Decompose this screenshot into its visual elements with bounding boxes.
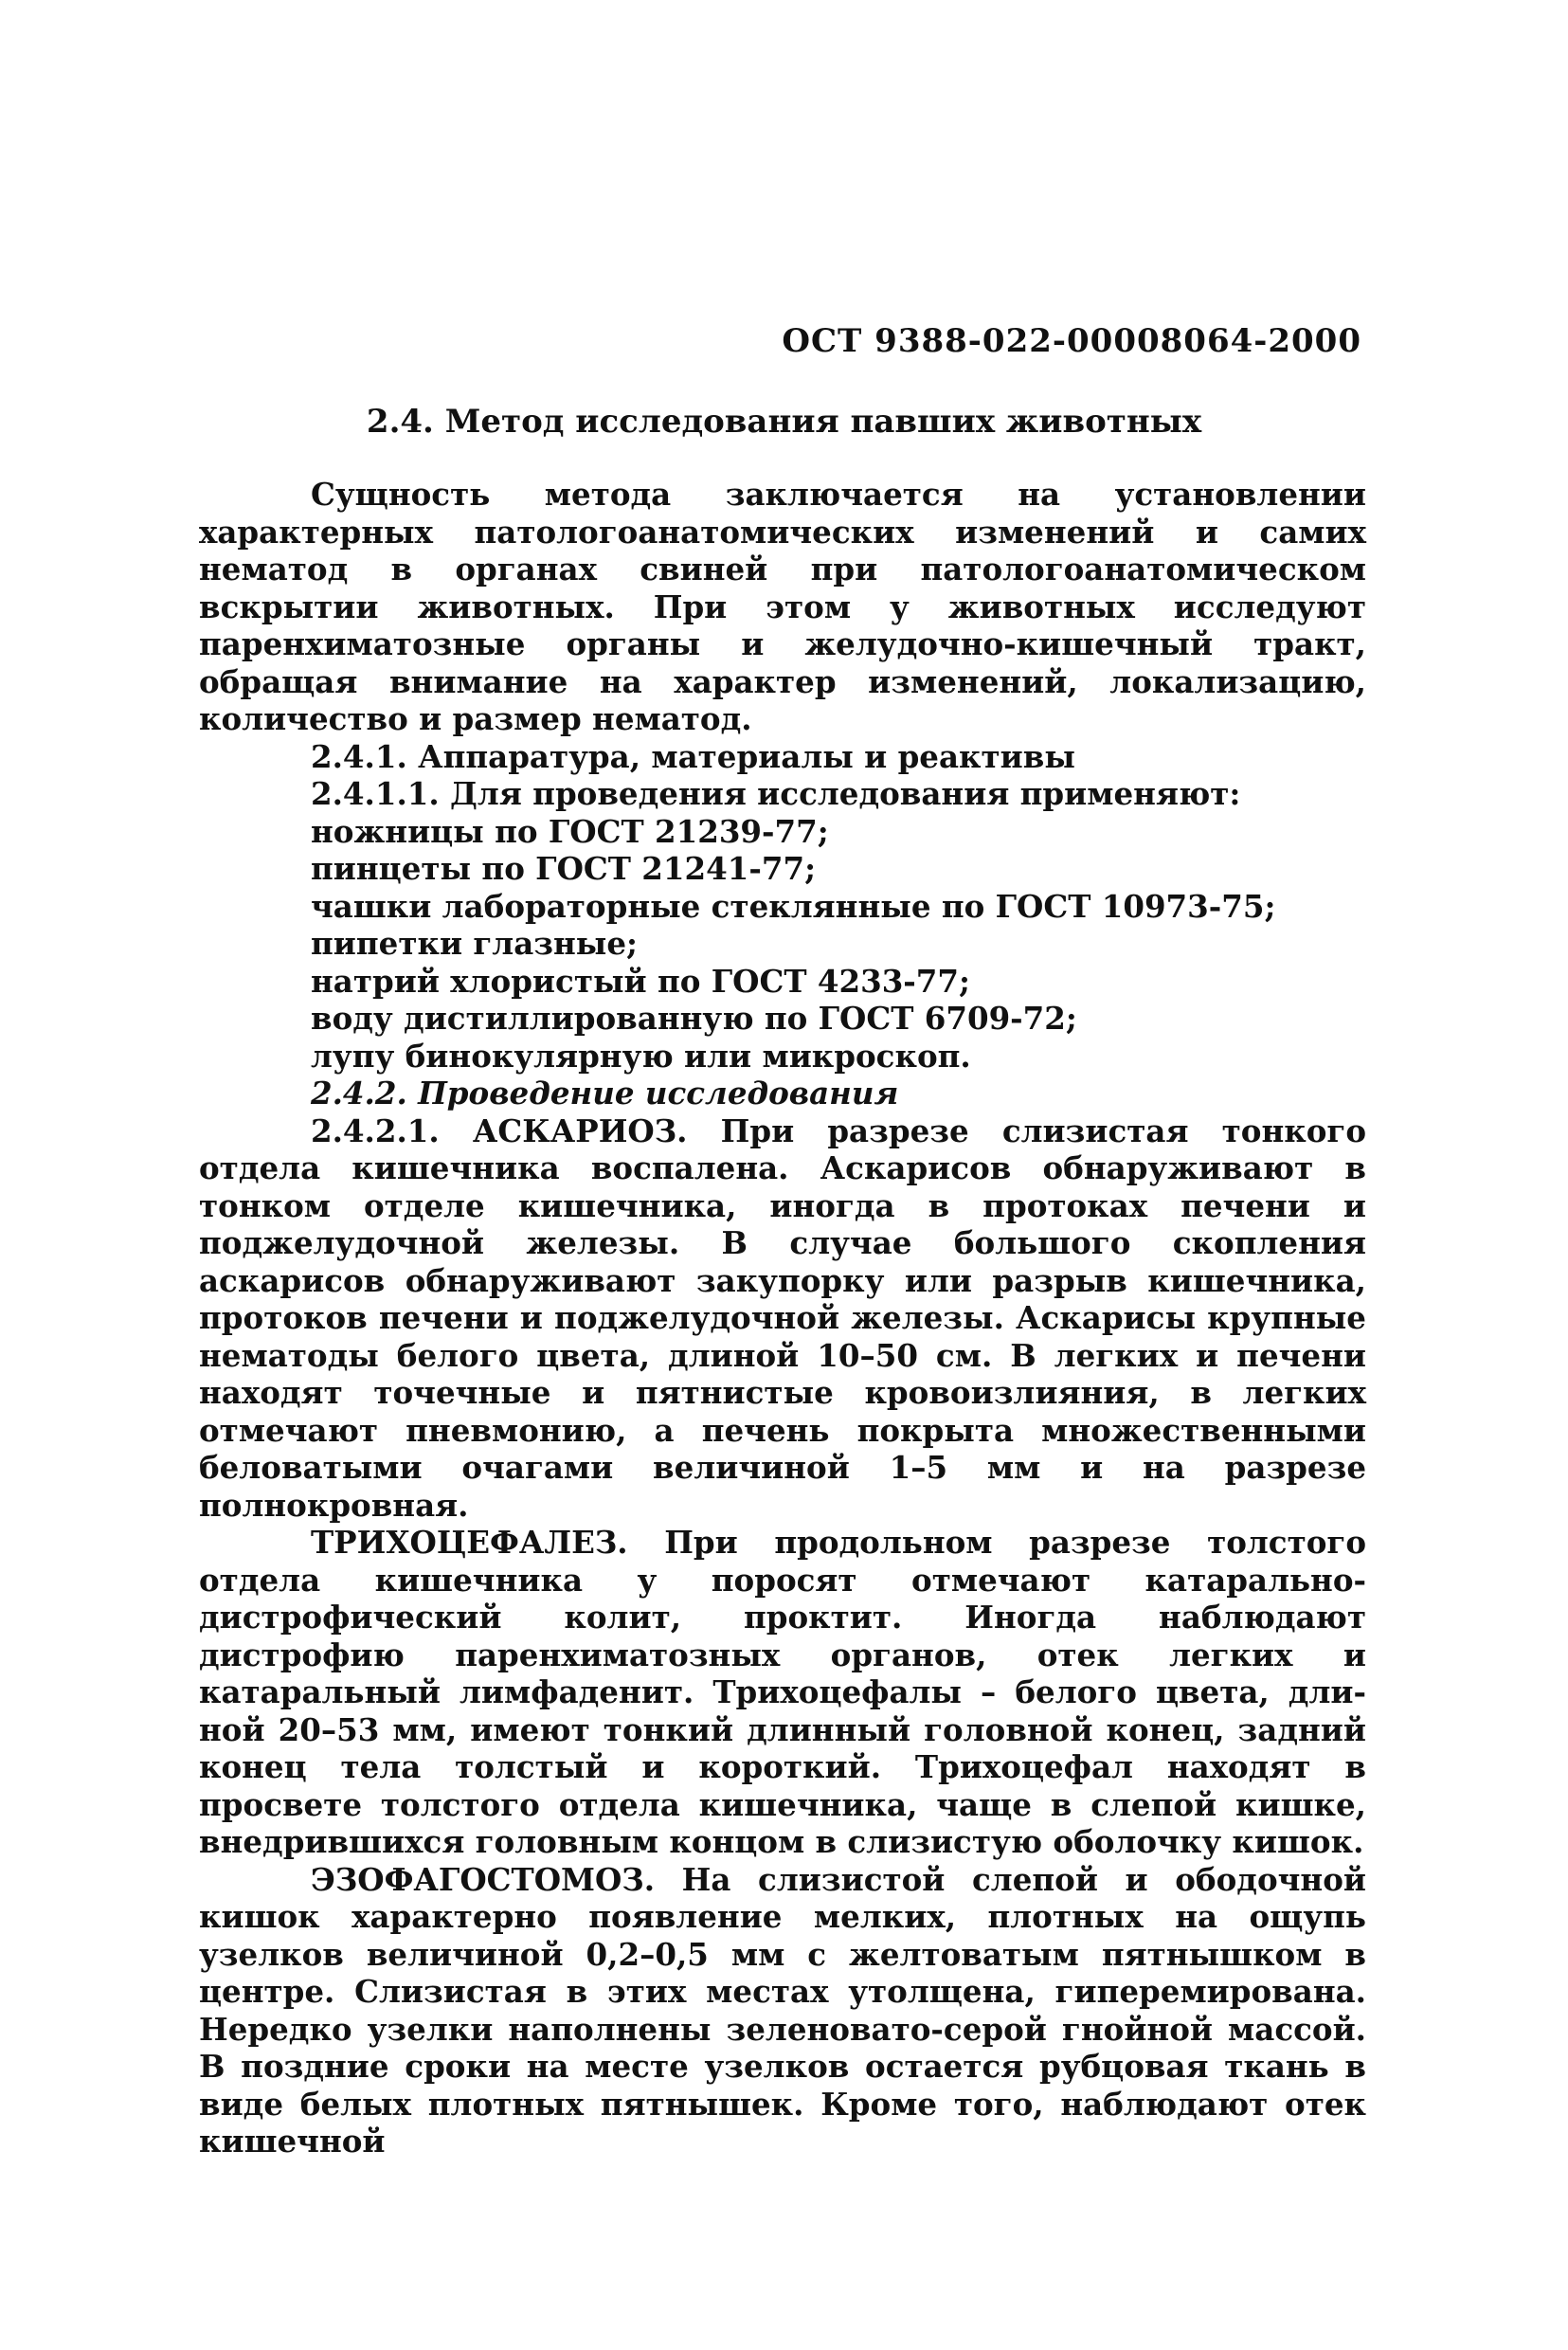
apparatus-subheading: 2.4.1.1. Для проведения исследования применяют:	[311, 775, 1241, 812]
intro-paragraph: Сущность метода заключается на установлении характерных патологоанатомических изменений и самих нематод в органах свиней при патологоанатомическом вскрытии животных. При этом у животных исследуют паренхиматозные органы и желудочно-кишечный тракт, обращая внимание на характер изменений, локализацию, количество и размер нематод.	[199, 476, 1366, 737]
ascariasis-name: АСКАРИОЗ.	[472, 1112, 688, 1149]
apparatus-item: натрий хлористый по ГОСТ 4233-77;	[311, 962, 971, 1000]
procedure-heading: 2.4.2. Проведение исследования	[311, 1075, 899, 1112]
apparatus-item: чашки лабораторные стеклянные по ГОСТ 10973-75;	[311, 887, 1276, 925]
apparatus-item: лупу бинокулярную или микроскоп.	[311, 1037, 971, 1075]
oesophagostomosis-paragraph	[199, 1861, 1366, 2160]
ascariasis-number: 2.4.2.1.	[311, 1112, 440, 1149]
apparatus-item: ножницы по ГОСТ 21239-77;	[311, 812, 829, 850]
body-text	[199, 476, 1366, 2160]
apparatus-item: воду дистиллированную по ГОСТ 6709-72;	[311, 1000, 1077, 1037]
apparatus-item: пипетки глазные;	[311, 925, 639, 962]
oesophagostomosis-text: На слизистой слепой и ободочной кишок характерно появление мелких, плотных на ощупь узелков величиной 0,2–0,5 мм с желтоватым пятнышком в центре. Слизистая в этих местах утолщена, гиперемирована. Нередко узелки наполнены зеленовато-серой гнойной массой. В поздние сроки на месте узелков остается рубцовая ткань в виде белых плотных пятнышек. Кроме того, наблюдают отек кишечной	[199, 1860, 1366, 2160]
trichocephalosis-paragraph	[199, 1524, 1366, 1861]
trichocephalosis-name: ТРИХОЦЕФАЛЕЗ.	[311, 1524, 628, 1561]
oesophagostomosis-name: ЭЗОФАГОСТОМОЗ.	[311, 1860, 656, 1898]
ascariasis-paragraph	[199, 1112, 1366, 1525]
apparatus-item: пинцеты по ГОСТ 21241-77;	[311, 850, 817, 887]
apparatus-heading: 2.4.1. Аппаратура, материалы и реактивы	[311, 737, 1075, 775]
trichocephalosis-text: При продольном разрезе толстого отдела кишечника у поросят отмечают катарально-дистрофический колит, проктит. Иногда наблюдают дистрофию паренхиматозных органов, отек легких и катаральный лимфаденит. Трихоцефалы – белого цвета, длиной 20–53 мм, имеют тонкий длинный головной конец, задний конец тела толстый и короткий. Трихоцефал находят в просвете толстого отдела кишечника, чаще в слепой кишке, внедрившихся головным концом в слизистую оболочку кишок.	[199, 1524, 1366, 1860]
ascariasis-text: При разрезе слизистая тонкого отдела кишечника воспалена. Аскарисов обнаруживают в тонком отделе кишечника, иногда в протоках печени и поджелудочной железы. В случае большого скопления аскарисов обнаруживают закупорку или разрыв кишечника, протоков печени и поджелудочной железы. Аскарисы крупные нематоды белого цвета, длиной 10–50 см. В легких и печени находят точечные и пятнистые кровоизлияния, в легких отмечают пневмонию, а печень покрыта множественными беловатыми очагами величиной 1–5 мм и на разрезе полнокровная.	[199, 1112, 1366, 1524]
document-code: ОСТ 9388-022-00008064-2000	[782, 322, 1361, 360]
section-title: 2.4. Метод исследования павших животных	[366, 403, 1202, 441]
